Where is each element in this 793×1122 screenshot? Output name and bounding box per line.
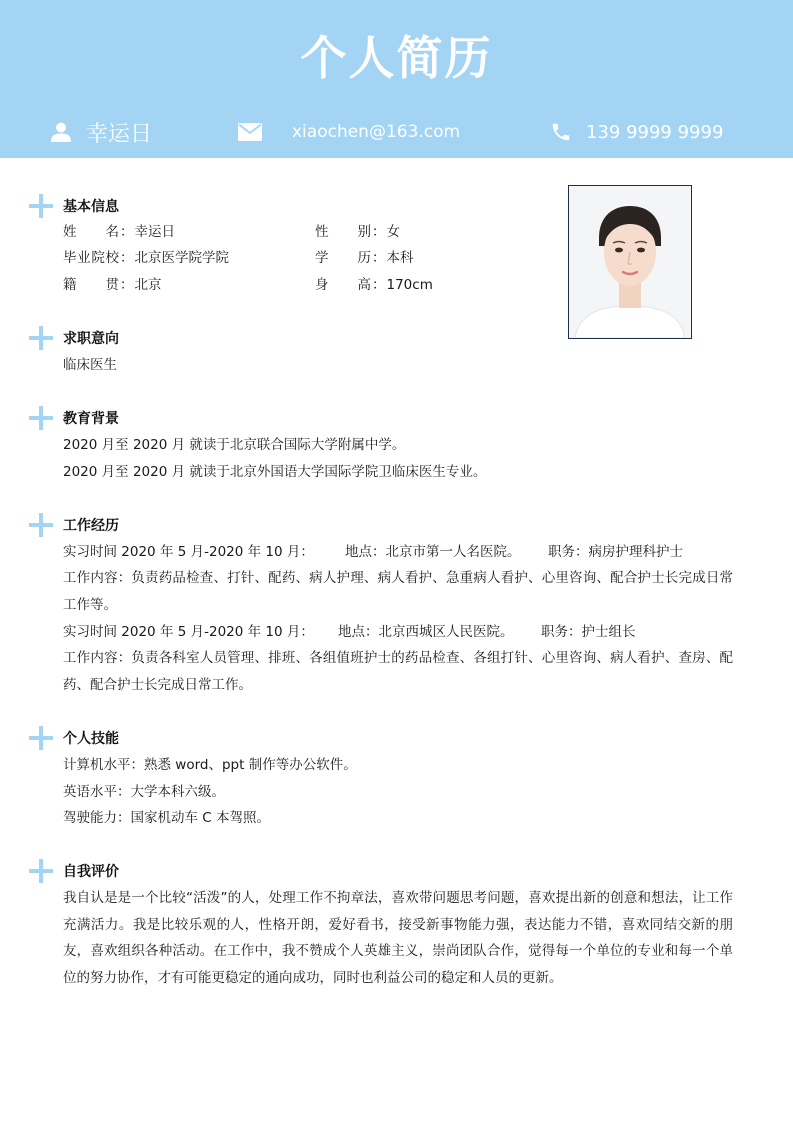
section-label: 工作经历 bbox=[63, 518, 119, 534]
job-1-role: 职务：病房护理科护士 bbox=[548, 544, 683, 560]
plus-icon bbox=[29, 726, 53, 750]
section-label: 个人技能 bbox=[63, 731, 119, 747]
person-icon bbox=[50, 121, 72, 143]
section-label: 教育背景 bbox=[63, 411, 119, 427]
field-name: 姓名 ： 幸运日 bbox=[63, 224, 175, 240]
section-label: 基本信息 bbox=[63, 199, 119, 215]
phone-text[interactable]: 139 9999 9999 bbox=[586, 121, 724, 143]
plus-icon bbox=[29, 406, 53, 430]
education-item: 2020 月至 2020 月 就读于北京外国语大学国际学院卫临床医生专业。 bbox=[63, 464, 487, 480]
job-2-role: 职务：护士组长 bbox=[541, 624, 636, 640]
portrait-illustration bbox=[569, 186, 691, 338]
self-evaluation-text: 我自认是是一个比较“活泼”的人，处理工作不拘章法，喜欢带问题思考问题，喜欢提出新的创意和想法，让工作充满活力。我是比较乐观的人，性格开朗，爱好看书，接受新事物能力强，表达能力不错，喜欢同结交新的朋友，喜欢组织各种活动。在工作中，我不赞成个人英雄主义，崇尚团队合作，觉得每一个单位的专业和每一个单位的努力协作，才有可能更稳定的通向成功，同时也利益公司的稳定和人员的更新。 bbox=[63, 890, 733, 987]
field-school: 毕业院校 ： 北京医学院学院 bbox=[63, 250, 229, 266]
phone-icon bbox=[550, 121, 572, 143]
section-education-title bbox=[29, 406, 119, 430]
job-2-time: 实习时间 2020 年 5 月-2020 年 10 月： bbox=[63, 624, 314, 640]
section-label: 求职意向 bbox=[63, 331, 119, 347]
job-1-place: 地点：北京市第一人名医院。 bbox=[345, 544, 521, 560]
job-2-place: 地点：北京西城区人民医院。 bbox=[338, 624, 514, 640]
skill-item: 英语水平：大学本科六级。 bbox=[63, 784, 225, 800]
profile-photo bbox=[568, 185, 692, 339]
contact-email bbox=[238, 118, 460, 146]
plus-icon bbox=[29, 513, 53, 537]
plus-icon bbox=[29, 859, 53, 883]
job-1-time: 实习时间 2020 年 5 月-2020 年 10 月： bbox=[63, 544, 314, 560]
plus-icon bbox=[29, 194, 53, 218]
field-origin: 籍贯 ： 北京 bbox=[63, 277, 162, 293]
section-basic-title bbox=[29, 194, 119, 218]
email-text[interactable]: xiaochen@163.com bbox=[292, 122, 461, 142]
skill-item: 计算机水平：熟悉 word、ppt 制作等办公软件。 bbox=[63, 757, 357, 773]
section-label: 自我评价 bbox=[63, 864, 119, 880]
education-item: 2020 月至 2020 月 就读于北京联合国际大学附属中学。 bbox=[63, 437, 406, 453]
contact-name bbox=[50, 118, 152, 146]
field-height: 身高 ： 170cm bbox=[315, 277, 433, 293]
section-skills-title bbox=[29, 726, 119, 750]
objective-value: 临床医生 bbox=[63, 357, 117, 373]
skill-item: 驾驶能力：国家机动车 C 本驾照。 bbox=[63, 810, 271, 826]
header-banner bbox=[0, 0, 793, 158]
section-work-title bbox=[29, 513, 119, 537]
section-objective-title bbox=[29, 326, 119, 350]
resume-title: 个人简历 bbox=[300, 31, 493, 85]
job-1-content: 工作内容：负责药品检查、打针、配药、病人护理、病人看护、急重病人看护、心里咨询、配合护士长完成日常工作等。 bbox=[63, 570, 733, 613]
field-degree: 学历 ： 本科 bbox=[315, 250, 414, 266]
contact-phone bbox=[550, 118, 723, 146]
candidate-name: 幸运日 bbox=[86, 121, 153, 147]
section-self-title bbox=[29, 859, 119, 883]
envelope-icon bbox=[238, 123, 262, 141]
job-2-content: 工作内容：负责各科室人员管理、排班、各组值班护士的药品检查、各组打针、心里咨询、病人看护、查房、配药、配合护士长完成日常工作。 bbox=[63, 650, 733, 693]
field-gender: 性别 ： 女 bbox=[315, 224, 400, 240]
plus-icon bbox=[29, 326, 53, 350]
